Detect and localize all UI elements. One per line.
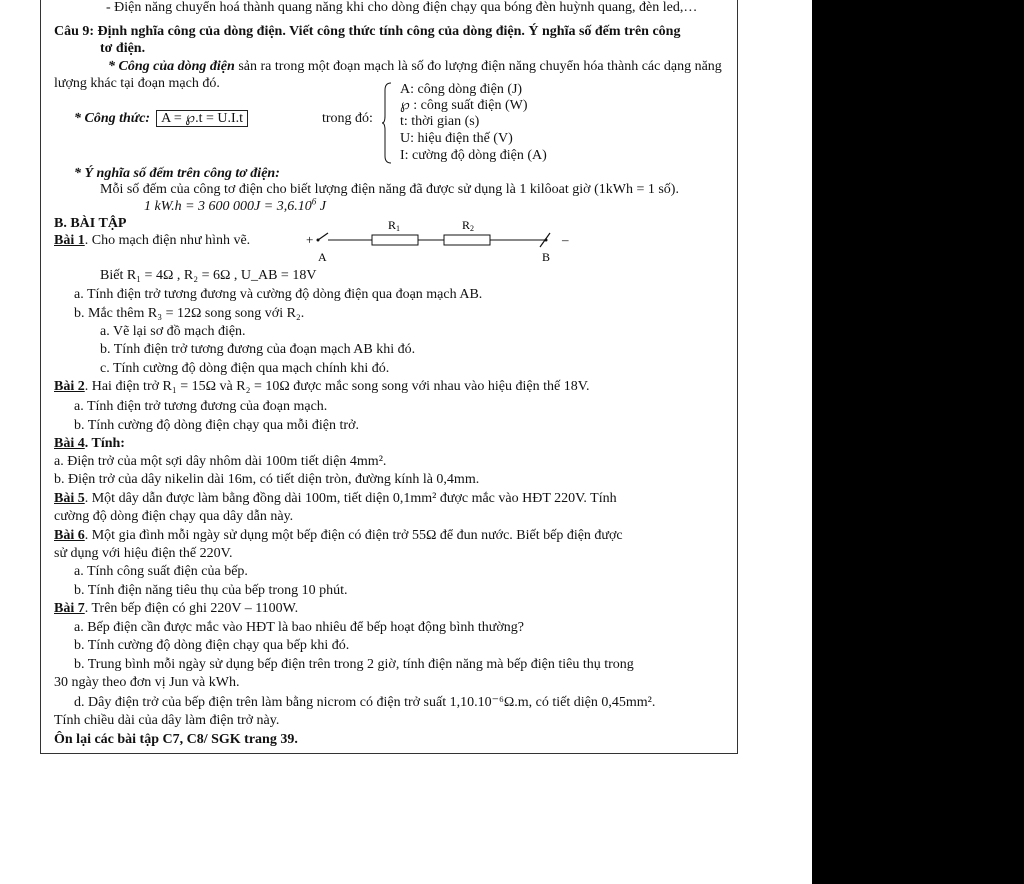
exercise-5-cont: cường độ dòng điện chạy qua dây dẫn này. — [54, 509, 294, 524]
legend-i: I: cường độ dòng điện (A) — [400, 148, 547, 163]
question-9-title-cont: tơ điện. — [100, 41, 146, 56]
curly-brace-icon — [382, 82, 392, 164]
exercise-6-cont: sử dụng với hiệu điện thế 220V. — [54, 546, 233, 561]
exercise-4-a: a. Điện trở của một sợi dây nhôm dài 100m tiết diện 4mm². — [54, 454, 387, 469]
exercise-7-c: b. Trung bình mỗi ngày sử dụng bếp điện trên trong 2 giờ, tính điện năng mà bếp điện tiêu thụ trong — [74, 657, 634, 672]
exercise-6-a: a. Tính công suất điện của bếp. — [74, 564, 248, 579]
question-9-title: Câu 9: Định nghĩa công của dòng điện. Viết công thức tính công của dòng điện. Ý nghĩa số đếm trên công — [54, 24, 681, 39]
exercise-1-b-a: a. Vẽ lại sơ đồ mạch điện. — [100, 324, 246, 339]
exercise-7-a: a. Bếp điện cần được mắc vào HĐT là bao nhiêu để bếp hoạt động bình thường? — [74, 620, 524, 635]
exercise-4-b: b. Điện trở của dây nikelin dài 16m, có tiết diện tròn, đường kính là 0,4mm. — [54, 472, 480, 487]
resistor-r2 — [444, 235, 490, 245]
node-b-label: B — [542, 250, 551, 264]
node-a-label: A — [318, 250, 327, 264]
legend-p: ℘ : công suất điện (W) — [400, 98, 528, 113]
exercise-4-title: Bài 4. Tính: — [54, 436, 125, 451]
exercise-1-a: a. Tính điện trở tương đương và cường độ dòng điện qua đoạn mạch AB. — [74, 287, 483, 302]
r2-label: R2 — [462, 218, 475, 233]
exercise-7-d-cont: Tính chiều dài của dây làm điện trở này. — [54, 713, 280, 728]
exercise-6-title: Bài 6. Một gia đình mỗi ngày sử dụng một bếp điện có điện trở 55Ω để đun nước. Biết bếp điện được — [54, 528, 623, 543]
exercise-2-a: a. Tính điện trở tương đương của đoạn mạch. — [74, 399, 328, 414]
definition-line-2: lượng khác tại đoạn mạch đó. — [54, 76, 220, 91]
kwh-conversion: 1 kW.h = 3 600 $000J = 3,6.10^6$ J — [144, 196, 326, 214]
switch-icon — [318, 233, 328, 240]
review-note: Ôn lại các bài tập C7, C8/ SGK trang 39. — [54, 732, 298, 747]
resistor-r1 — [372, 235, 418, 245]
r1-label: R1 — [388, 218, 401, 233]
exercise-1-b-c: c. Tính cường độ dòng điện qua mạch chính khi đó. — [100, 361, 390, 376]
exercise-1-b-b: b. Tính điện trở tương đương của đoạn mạch AB khi đó. — [100, 342, 416, 357]
circuit-diagram — [296, 218, 586, 264]
where-label: trong đó: — [322, 111, 373, 126]
legend-a: A: công dòng điện (J) — [400, 82, 523, 97]
right-black-margin — [812, 0, 1024, 884]
exercise-6-b: b. Tính điện năng tiêu thụ của bếp trong 10 phút. — [74, 583, 348, 598]
exercise-7-d: d. Dây điện trở của bếp điện trên làm bằng nicrom có điện trở suất 1,10.10⁻⁶Ω.m, có tiết diện 0,45mm². — [74, 695, 656, 710]
meaning-label: * Ý nghĩa số đếm trên công tơ điện: — [74, 166, 280, 181]
legend-u: U: hiệu điện thế (V) — [400, 131, 513, 146]
terminal-minus: – — [562, 232, 569, 247]
formula-label: * Công thức: — [74, 111, 151, 126]
exercise-2-title: Bài 2. Hai điện trở R₁ = 15Ω và R₂ = 10Ω được mắc song song với nhau vào hiệu điện thế 18V. — [54, 379, 590, 394]
exercise-7-c-cont: 30 ngày theo đơn vị Jun và kWh. — [54, 675, 240, 690]
exercise-1-given: Biết R₁ = 4Ω , R₂ = 6Ω , U_AB = 18V — [100, 268, 317, 283]
formula-row — [74, 110, 248, 127]
definition-text: sản ra trong một đoạn mạch là số đo lượng điện năng chuyển hóa thành các dạng năng — [234, 59, 722, 74]
section-b-heading: B. BÀI TẬP — [54, 216, 127, 231]
exercise-7-b: b. Tính cường độ dòng điện chạy qua bếp khi đó. — [74, 638, 350, 653]
terminal-plus: + — [306, 232, 314, 247]
formula-box: A = ℘.t = U.I.t — [156, 110, 248, 127]
exercise-1-title: Bài 1. Cho mạch điện như hình vẽ. — [54, 233, 251, 248]
legend-t: t: thời gian (s) — [400, 114, 480, 129]
exercise-5-title: Bài 5. Một dây dẫn được làm bằng đồng dài 100m, tiết diện 0,1mm² được mắc vào HĐT 220V. Tính — [54, 491, 617, 506]
line-energy-conversion: - Điện năng chuyển hoá thành quang năng khi cho dòng điện chạy qua bóng đèn huỳnh quang, đèn led,… — [106, 0, 698, 15]
meaning-text: Mỗi số đếm của công tơ điện cho biết lượng điện năng đã được sử dụng là 1 kilôoat giờ (1kWh = 1 số). — [100, 182, 679, 197]
definition-label: * Công của dòng điện — [108, 59, 235, 74]
exercise-2-b: b. Tính cường độ dòng điện chạy qua mỗi điện trở. — [74, 418, 359, 433]
exercise-7-title: Bài 7. Trên bếp điện có ghi 220V – 1100W. — [54, 601, 299, 616]
definition-line — [108, 59, 722, 75]
exercise-1-b: b. Mắc thêm R₃ = 12Ω song song với R₂. — [74, 306, 305, 321]
